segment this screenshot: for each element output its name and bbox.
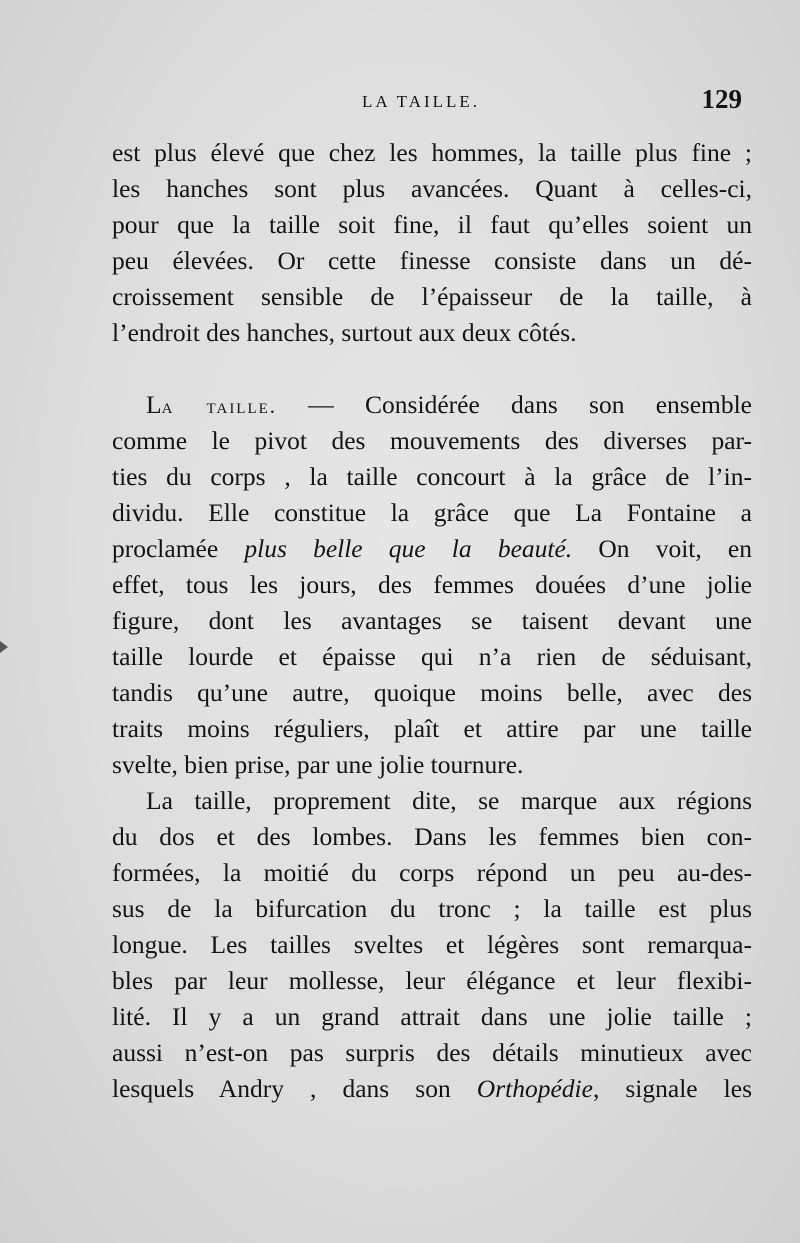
section-heading-initial: L bbox=[146, 390, 162, 419]
heading-line-text: Considérée dans son ensemble bbox=[365, 390, 752, 419]
text-line bbox=[112, 531, 752, 567]
text-line: longue. Les tailles sveltes et légères sont remarqua- bbox=[112, 930, 752, 959]
page-number: 129 bbox=[701, 84, 742, 114]
text-line: croissement sensible de l’épaisseur de la taille, à bbox=[112, 282, 752, 311]
text-line: les hanches sont plus avancées. Quant à celles-ci, bbox=[112, 174, 752, 203]
book-title-italic: Orthopédie bbox=[476, 1074, 593, 1103]
text-line: comme le pivot des mouvements des diverses par- bbox=[112, 426, 752, 455]
text-line: svelte, bien prise, par une jolie tournure. bbox=[112, 750, 524, 779]
text-segment: proclamée bbox=[112, 534, 245, 563]
text-line: pour que la taille soit fine, il faut qu’elles soient un bbox=[112, 210, 752, 239]
text-line: dividu. Elle constitue la grâce que La Fontaine a bbox=[112, 498, 752, 527]
running-head: LA TAILLE. bbox=[362, 92, 481, 111]
paragraph-1 bbox=[112, 135, 752, 351]
text-segment: On voit, en bbox=[572, 534, 752, 563]
section-heading bbox=[146, 390, 277, 419]
text-segment: , signale les bbox=[592, 1074, 752, 1103]
paragraph-3 bbox=[112, 783, 752, 1107]
text-line: La taille, proprement dite, se marque aux régions bbox=[146, 786, 752, 815]
text-segment: lesquels Andry , dans son bbox=[112, 1074, 477, 1103]
text-line: effet, tous les jours, des femmes douées d’une jolie bbox=[112, 570, 752, 599]
text-line: bles par leur mollesse, leur élégance et leur flexibi- bbox=[112, 966, 752, 995]
text-line: est plus élevé que chez les hommes, la taille plus fine ; bbox=[112, 138, 752, 167]
text-line: formées, la moitié du corps répond un peu au-des- bbox=[112, 858, 752, 887]
text-line: du dos et des lombes. Dans les femmes bien con- bbox=[112, 822, 752, 851]
text-line: sus de la bifurcation du tronc ; la taille est plus bbox=[112, 894, 752, 923]
section-heading-line bbox=[112, 387, 752, 423]
text-line: taille lourde et épaisse qui n’a rien de séduisant, bbox=[112, 642, 752, 671]
body-text bbox=[112, 135, 752, 1107]
text-line: aussi n’est-on pas surpris des détails minutieux avec bbox=[112, 1038, 752, 1067]
paragraph-2 bbox=[112, 387, 752, 783]
text-line bbox=[112, 1071, 752, 1107]
text-line: lité. Il y a un grand attrait dans une jolie taille ; bbox=[112, 1002, 752, 1031]
section-heading-rest: a taille. bbox=[161, 394, 278, 418]
em-dash: — bbox=[277, 390, 366, 419]
paragraph-gap bbox=[112, 351, 752, 387]
text-line: ties du corps , la taille concourt à la grâce de l’in- bbox=[112, 462, 752, 491]
text-line: traits moins réguliers, plaît et attire par une taille bbox=[112, 714, 752, 743]
text-line: peu élevées. Or cette finesse consiste dans un dé- bbox=[112, 246, 752, 275]
text-line: l’endroit des hanches, surtout aux deux côtés. bbox=[112, 318, 577, 347]
text-line: tandis qu’une autre, quoique moins belle, avec des bbox=[112, 678, 752, 707]
page-header bbox=[110, 84, 742, 118]
text-line: figure, dont les avantages se taisent devant une bbox=[112, 606, 752, 635]
page-edge-mark bbox=[0, 641, 8, 653]
quote-italic: plus belle que la beauté. bbox=[244, 534, 573, 563]
